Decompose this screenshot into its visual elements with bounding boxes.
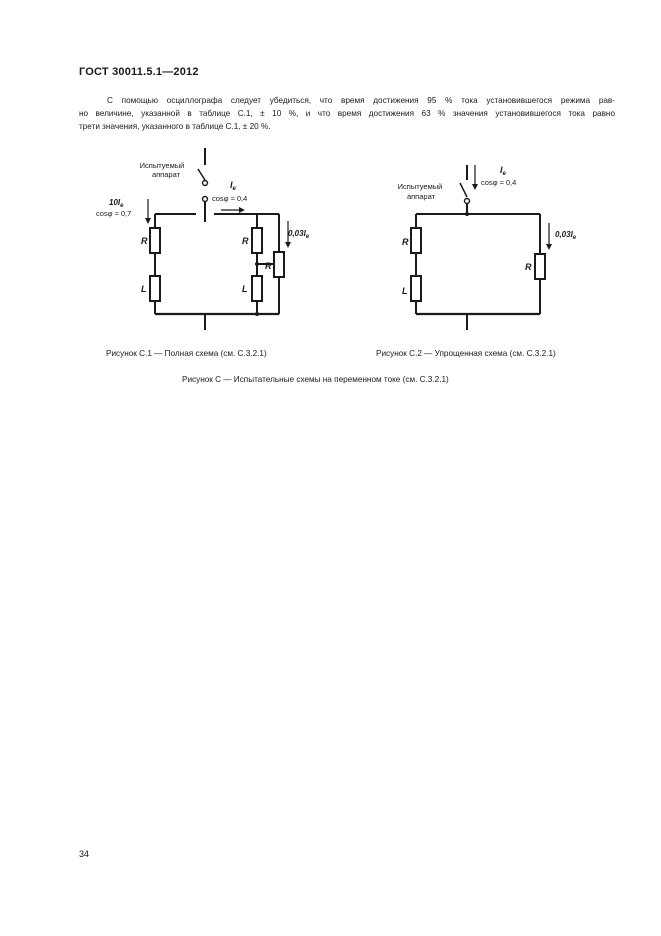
left-resistor [150, 228, 160, 253]
figure-c2-caption: Рисунок С.2 — Упрощенная схема (см. С.3.2.1) [376, 349, 556, 358]
device-label-line1: Испытуемый [397, 182, 443, 191]
label-r-right: R [525, 262, 532, 272]
label-cos-04: cosφ ≈ 0,4 [481, 178, 517, 187]
circuit-diagrams [0, 0, 661, 340]
middle-inductor [252, 276, 262, 301]
label-003ie: $0,03I_e$ [288, 229, 310, 240]
device-label-line1: Испытуемый [139, 161, 185, 170]
device-label-line2: аппарат [151, 170, 181, 179]
junction-dot-mid [255, 262, 259, 266]
junction-dot-bottom [255, 312, 259, 316]
paragraph-line-1: С помощью осциллографа следует убедиться, что время достижения 95 % тока установившегося режима рав- [107, 96, 615, 105]
label-l-left: L [141, 284, 147, 294]
switch-contact-upper [203, 181, 208, 186]
switch-contact-lower [203, 197, 208, 202]
label-cos-04: cosφ ≈ 0,4 [212, 194, 248, 203]
label-l-left: L [402, 286, 408, 296]
label-r-left: R [402, 237, 409, 247]
device-label-line2: аппарат [406, 192, 436, 201]
figure-c1-caption: Рисунок С.1 — Полная схема (см. С.3.2.1) [106, 349, 267, 358]
paragraph-line-2: но величине, указанной в таблице С.1, ± 10 %, и что время достижения 63 % значения установившегося тока равно [79, 109, 615, 118]
label-10ie: $10I_e$ [109, 198, 124, 209]
label-r-middle: R [242, 236, 249, 246]
label-003ie: $0,03I_e$ [555, 230, 577, 241]
left-resistor [411, 228, 421, 253]
label-l-middle: L [242, 284, 248, 294]
switch-blade [198, 169, 205, 180]
label-cos-07: cosφ ≈ 0,7 [96, 209, 132, 218]
switch-blade [460, 183, 467, 197]
label-r-left: R [141, 236, 148, 246]
label-r-right: R [265, 261, 272, 271]
right-resistor [535, 254, 545, 279]
switch-contact [465, 199, 470, 204]
page-number: 34 [79, 849, 90, 859]
right-resistor [274, 252, 284, 277]
label-ie: $I_e$ [230, 180, 236, 192]
junction-dot-top [465, 212, 469, 216]
middle-resistor [252, 228, 262, 253]
figure-c2-labels [398, 165, 577, 296]
paragraph-line-3: трети значения, указанного в таблице С.1, ± 20 %. [79, 122, 271, 131]
standard-header: ГОСТ 30011.5.1—2012 [79, 66, 199, 78]
left-inductor [150, 276, 160, 301]
label-ie: $I_e$ [500, 165, 506, 177]
figure-c-caption: Рисунок С — Испытательные схемы на переменном токе (см. С.3.2.1) [182, 375, 449, 384]
left-inductor [411, 276, 421, 301]
